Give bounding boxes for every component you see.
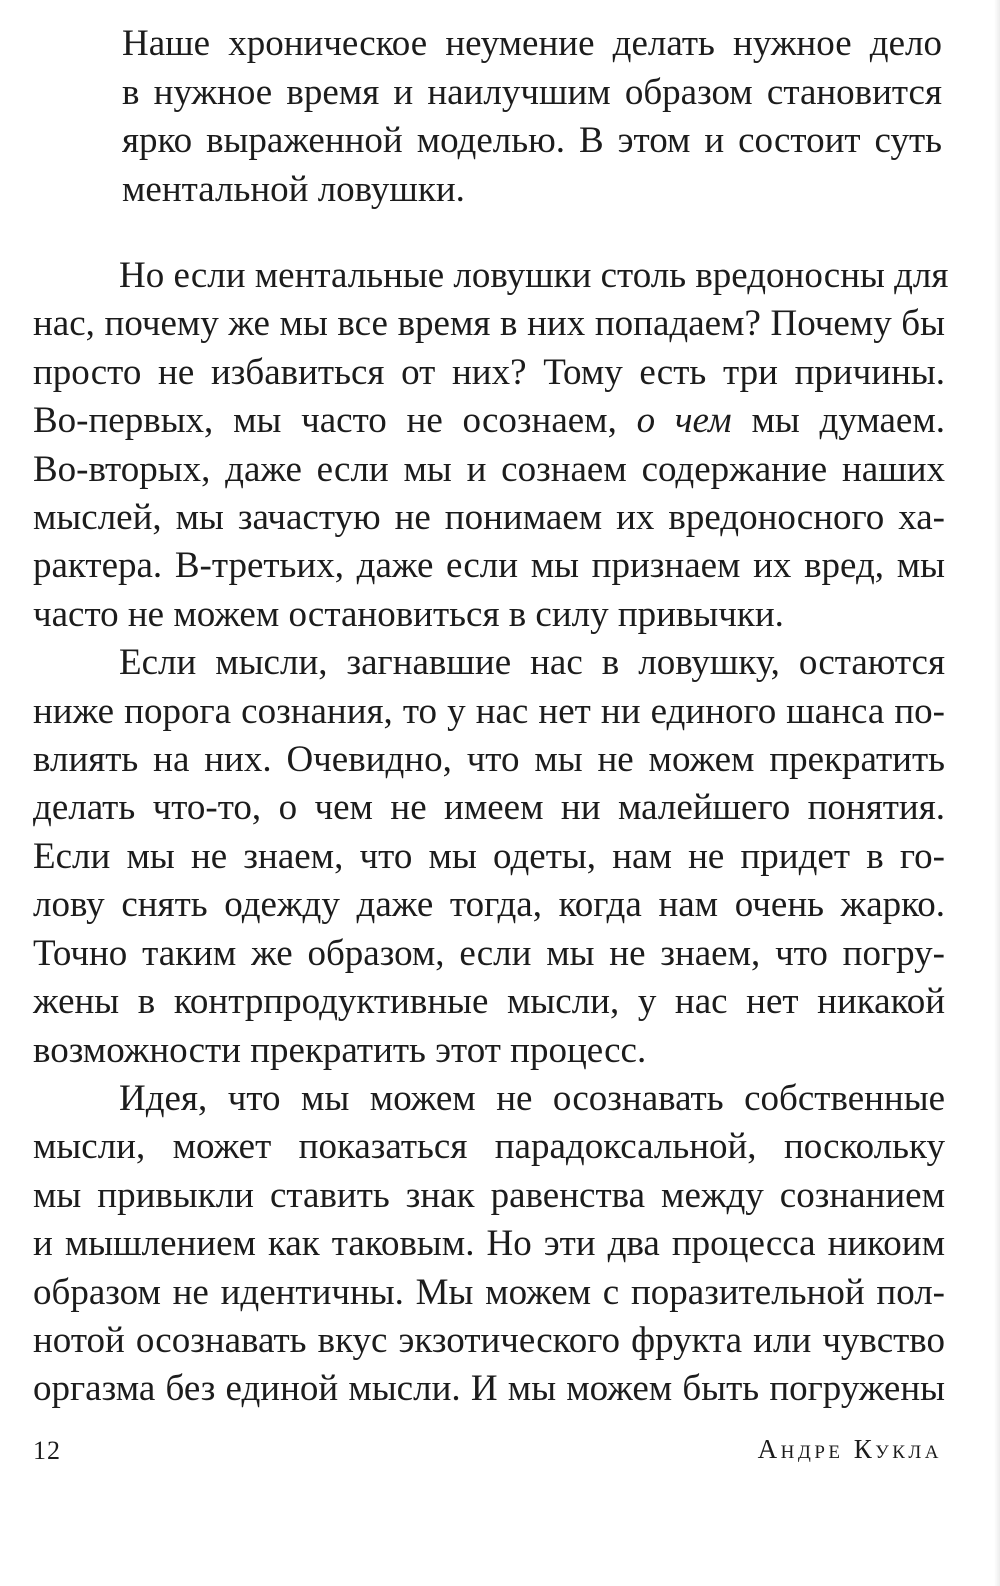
text-line: делать что-то, о чем не имеем ни малейшего понятия. bbox=[33, 787, 945, 829]
text-line: просто не избавиться от них? Тому есть три причины. bbox=[33, 351, 945, 393]
text-line: Если мы не знаем, что мы одеты, нам не придет в го- bbox=[33, 835, 945, 877]
running-footer-author: Андре Кукла bbox=[757, 1434, 942, 1464]
emphasis-text: о чем bbox=[636, 400, 732, 442]
text-fragment: Во-первых, мы часто не осознаем, bbox=[33, 400, 637, 442]
text-line: жены в контрпродуктивные мысли, у нас нет никакой bbox=[33, 981, 945, 1023]
text-line: нотой осознавать вкус экзотического фрукта или чувство bbox=[33, 1319, 945, 1361]
text-line: мыслей, мы зачастую не понимаем их вредоносного ха- bbox=[33, 497, 945, 539]
block-quote bbox=[122, 20, 942, 214]
body-text bbox=[33, 252, 949, 1414]
page-edge-shadow bbox=[994, 0, 1000, 1586]
text-line: Во-вторых, даже если мы и сознаем содержание наших bbox=[33, 448, 945, 490]
text-line: Точно таким же образом, если мы не знаем, что погру- bbox=[33, 932, 945, 974]
quote-line: ярко выраженной моделью. В этом и состоит суть bbox=[122, 120, 942, 161]
quote-line: в нужное время и наилучшим образом становится bbox=[122, 71, 942, 113]
text-line: оргазма без единой мысли. И мы можем быть погружены bbox=[33, 1368, 945, 1410]
text-line: возможности прекратить этот процесс. bbox=[33, 1029, 647, 1071]
text-line: мы привыкли ставить знак равенства между сознанием bbox=[33, 1174, 945, 1216]
page-number: 12 bbox=[33, 1436, 61, 1465]
text-fragment: мы думаем. bbox=[731, 400, 945, 442]
text-line: образом не идентичны. Мы можем с поразительной пол- bbox=[33, 1271, 945, 1313]
text-line: рактера. В-третьих, даже если мы признаем их вред, мы bbox=[33, 545, 945, 587]
text-line: ниже порога сознания, то у нас нет ни единого шанса по- bbox=[33, 690, 945, 732]
text-line: лову снять одежду даже тогда, когда нам очень жарко. bbox=[33, 884, 945, 926]
text-line: часто не можем остановиться в силу привычки. bbox=[33, 593, 784, 635]
text-line: Если мысли, загнавшие нас в ловушку, остаются bbox=[119, 642, 945, 684]
text-line bbox=[33, 397, 945, 445]
text-line: Но если ментальные ловушки столь вредоносны для bbox=[119, 255, 949, 296]
quote-line: ментальной ловушки. bbox=[122, 168, 465, 210]
text-line: мысли, может показаться парадоксальной, поскольку bbox=[33, 1126, 945, 1168]
text-line: нас, почему же мы все время в них попадаем? Почему бы bbox=[33, 303, 945, 345]
text-line: и мышлением как таковым. Но эти два процесса никоим bbox=[33, 1223, 945, 1265]
text-line: влиять на них. Очевидно, что мы не можем прекратить bbox=[33, 739, 945, 781]
text-line: Идея, что мы можем не осознавать собственные bbox=[119, 1077, 945, 1119]
quote-line: Наше хроническое неумение делать нужное дело bbox=[122, 23, 942, 64]
